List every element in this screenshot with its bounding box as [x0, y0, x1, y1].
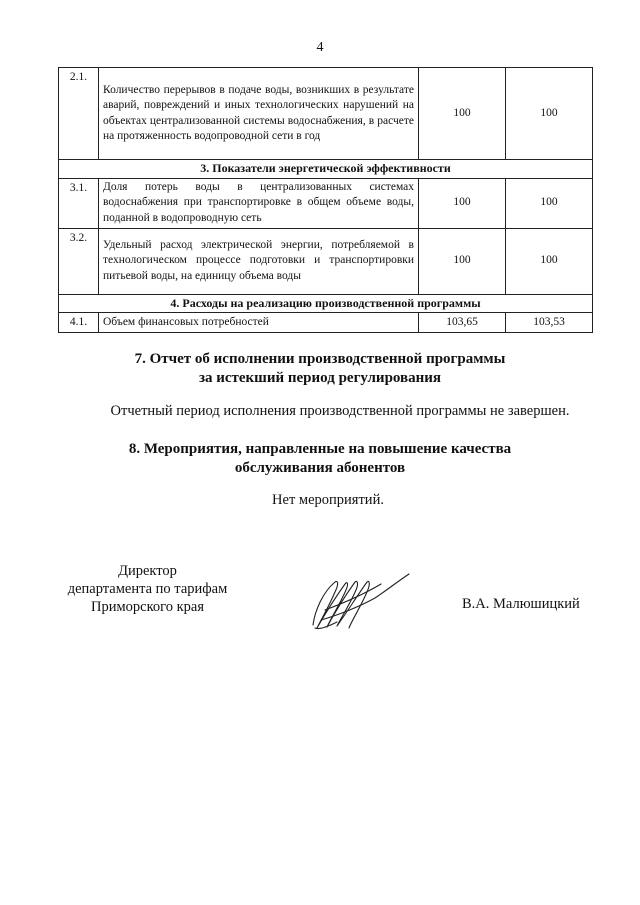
row-description: Объем финансовых потребностей — [99, 313, 419, 333]
row-value-2: 103,53 — [506, 313, 593, 333]
signatory-title — [60, 562, 235, 616]
row-value-1: 103,65 — [419, 313, 506, 333]
row-description: Количество перерывов в подаче воды, возникших в результате аварий, повреждений и иных технологических нарушений на объектах централизованной системы водоснабжения, в расчете на протяженность водопроводной сети в год — [99, 68, 419, 160]
row-number: 3.1. — [59, 178, 99, 228]
row-value-2: 100 — [506, 68, 593, 160]
section-8-text: Нет мероприятий. — [272, 492, 384, 508]
section-7-heading — [0, 350, 640, 388]
row-number: 2.1. — [59, 68, 99, 160]
signatory-title-line2: департамента по тарифам — [67, 581, 228, 597]
section-title: 4. Расходы на реализацию производственной программы — [59, 294, 593, 313]
row-value-2: 100 — [506, 178, 593, 228]
section-title: 3. Показатели энергетической эффективности — [59, 160, 593, 179]
section-7-heading-line1: 7. Отчет об исполнении производственной программы — [134, 351, 506, 367]
row-value-1: 100 — [419, 68, 506, 160]
signatory-name: В.А. Малюшицкий — [462, 596, 580, 612]
row-description: Доля потерь воды в централизованных системах водоснабжения при транспортировке в общем объеме воды, поданной в водопроводную сеть — [99, 178, 419, 228]
row-description: Удельный расход электрической энергии, потребляемой в технологическом процессе подготовки и транспортировки питьевой воды, на единицу объема воды — [99, 228, 419, 294]
section-7-heading-line2: за истекший период регулирования — [198, 370, 442, 386]
row-value-1: 100 — [419, 228, 506, 294]
row-value-2: 100 — [506, 228, 593, 294]
section-7-text: Отчетный период исполнения производственной программы не завершен. — [110, 403, 570, 419]
indicators-table — [58, 67, 593, 333]
handwritten-signature — [305, 570, 415, 632]
table-row — [59, 228, 593, 294]
table-row — [59, 178, 593, 228]
section-8-heading-line1: 8. Мероприятия, направленные на повышение качества — [128, 441, 512, 457]
row-value-1: 100 — [419, 178, 506, 228]
table-row — [59, 68, 593, 160]
section-8-heading — [0, 440, 640, 478]
signatory-title-line1: Директор — [118, 563, 177, 579]
table-row — [59, 313, 593, 333]
row-number: 4.1. — [59, 313, 99, 333]
signatory-title-line3: Приморского края — [90, 599, 204, 615]
page-number: 4 — [316, 40, 324, 55]
section-8-heading-line2: обслуживания абонентов — [234, 460, 406, 476]
row-number: 3.2. — [59, 228, 99, 294]
section-row — [59, 294, 593, 313]
section-row — [59, 160, 593, 179]
